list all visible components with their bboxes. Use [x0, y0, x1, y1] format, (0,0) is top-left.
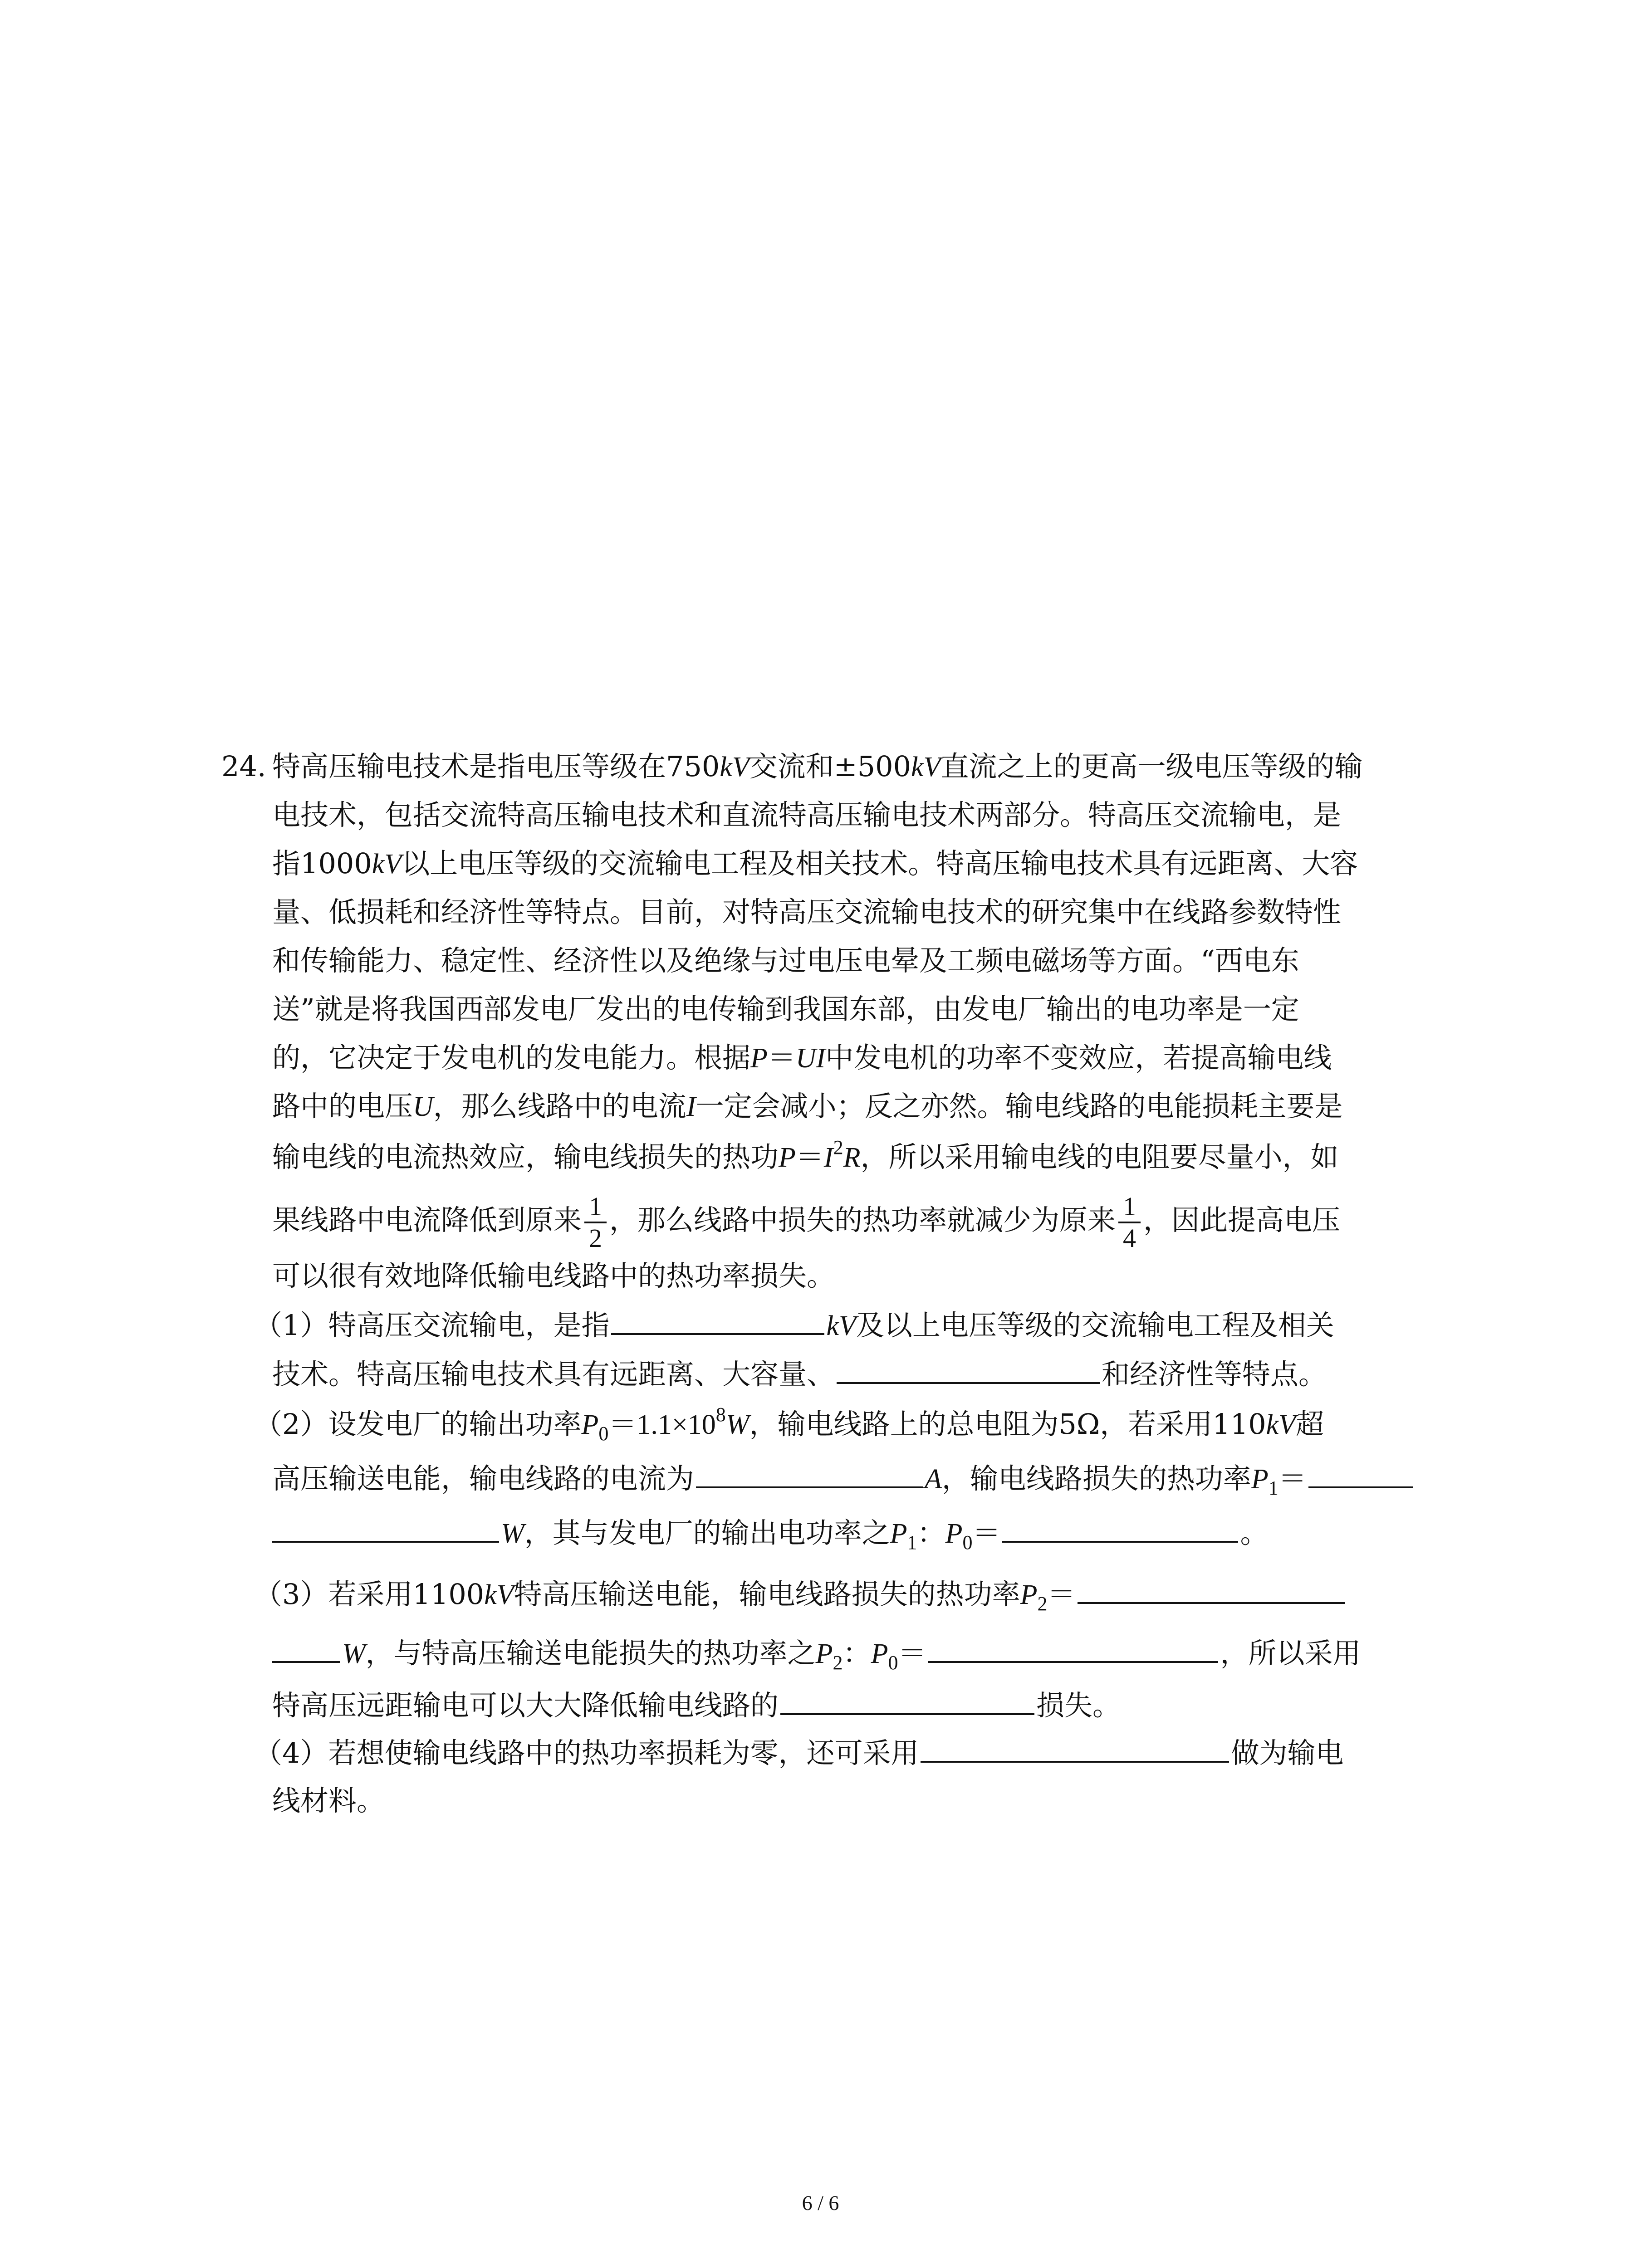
intro-line-8: 路中的电压U，那么线路中的电流I一定会减小；反之亦然。输电线路的电能损耗主要是 [272, 1090, 1343, 1123]
intro-line-2: 电技术，包括交流特高压输电技术和直流特高压输电技术两部分。特高压交流输电，是 [272, 798, 1342, 831]
part3-line-3: 特高压远距输电可以大大降低输电线路的 损失。 [272, 1685, 1497, 1726]
intro-line-4: 量、低损耗和经济性等特点。目前，对特高压交流输电技术的研究集中在线路参数特性 [272, 895, 1342, 929]
part2-line-2: 高压输送电能，输电线路的电流为 A，输电线路损失的热功率$P_1=$ [272, 1458, 1497, 1500]
answer-blank-9[interactable] [921, 1733, 1229, 1763]
part3-line-2: W，与特高压输送电能损失的热功率之$P_2$：$P_0=$ ，所以采用 [272, 1633, 1497, 1674]
answer-blank-4a[interactable] [1308, 1458, 1413, 1488]
part3-line-1: （3）若采用1100kV特高压输送电能，输电线路损失的热功率$P_2=$ [254, 1574, 1479, 1615]
answer-blank-6a[interactable] [1078, 1574, 1345, 1604]
answer-blank-4b[interactable] [272, 1513, 499, 1543]
intro-line-3: 指1000kV以上电压等级的交流输电工程及相关技术。特高压输电技术具有远距离、大容 [272, 847, 1358, 880]
intro-line-6: 送”就是将我国西部发电厂发出的电传输到我国东部，由发电厂输出的电功率是一定 [272, 992, 1299, 1026]
answer-blank-1[interactable] [611, 1305, 824, 1335]
intro-line-10: 果线路中电流降低到原来 $\frac{1}{2}$ ，那么线路中损失的热功率就减少为原来 $\frac{1}{4}$ ，因此提高电压 [272, 1191, 1341, 1253]
answer-blank-5[interactable] [1002, 1513, 1238, 1543]
intro-line-11: 可以很有效地降低输电线路中的热功率损失。 [272, 1259, 835, 1292]
part2-line-1: （2）设发电厂的输出功率$P_0=1.1\times 10^8W$，输电线路上的总电阻为5Ω，若采用110kV超 [254, 1403, 1324, 1445]
fraction-one-half: $\frac{1}{2}$ [584, 1192, 607, 1253]
page-number: 6 / 6 [802, 2191, 839, 2214]
intro-line-7: 的，它决定于发电机的发电能力。根据P＝UI中发电机的功率不变效应，若提高输电线 [272, 1041, 1332, 1074]
part4-line-2: 线材料。 [272, 1784, 385, 1817]
fraction-one-quarter: $\frac{1}{4}$ [1118, 1192, 1141, 1253]
part1-line-2: 技术。特高压输电技术具有远距离、大容量、 和经济性等特点。 [272, 1354, 1497, 1395]
answer-blank-2[interactable] [837, 1354, 1100, 1384]
part1-line-1: （1）特高压交流输电，是指 kV及以上电压等级的交流输电工程及相关 [254, 1305, 1479, 1346]
part2-line-3: W，其与发电厂的输出电功率之$P_1$：$P_0=$ 。 [272, 1513, 1497, 1554]
intro-line-9: 输电线的电流热效应，输电线损失的热功$P=I^2R$，所以采用输电线的电阻要尽量小，如 [272, 1136, 1339, 1173]
answer-blank-7[interactable] [928, 1633, 1218, 1663]
question-number: 24. [221, 750, 266, 783]
intro-line-5: 和传输能力、稳定性、经济性以及绝缘与过电压电晕及工频电磁场等方面。“西电东 [272, 944, 1299, 977]
part4-line-1: （4）若想使输电线路中的热功率损耗为零，还可采用 做为输电 [254, 1733, 1479, 1774]
answer-blank-8[interactable] [780, 1685, 1034, 1715]
intro-line-1: 24. 特高压输电技术是指电压等级在750kV交流和±500kV直流之上的更高一级电压等级的输 [272, 746, 1497, 787]
answer-blank-3[interactable] [696, 1458, 923, 1488]
answer-blank-6b[interactable] [272, 1633, 340, 1663]
